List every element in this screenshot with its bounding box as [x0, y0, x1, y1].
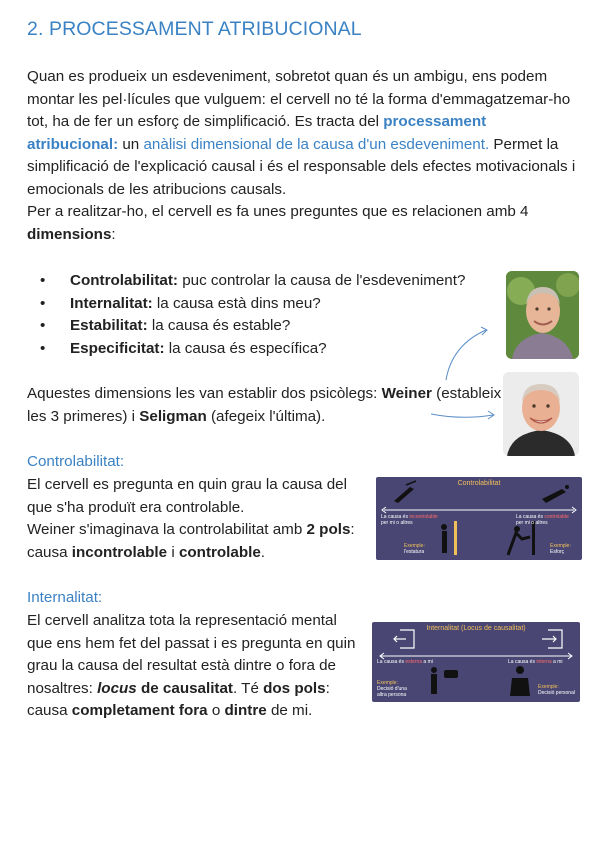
- dimensions-list: [40, 270, 465, 360]
- controlabilitat-diagram: Controlabilitat La causa és incontrolable per mi o altres La causa és controlable per mi o altres Exemple: l'estatura Exemple: Esforç: [376, 477, 582, 560]
- weiner-photo: [506, 271, 579, 359]
- authors-paragraph: Aquestes dimensions les van establir dos psicòlegs: Weiner (estableix les 3 primeres) i Seligman (afegeix l'última).: [27, 385, 502, 425]
- intro-paragraph: Quan es produeix un esdeveniment, sobretot quan és un ambigu, ens podem montar les pel·lícules que vulguem: el cervell no té la forma d'emmagatzemar-ho tot, ha de fer un esforç de simplificació. Es tracta del processament atribucional: un anàlisi dimensional de la causa d'un esdeveniment. Permet la simplificació de l'explicació causal i és el responsable dels efectes motivacionals i emocionals de les atribucions causals. Per a realitzar-ho, el cervell es fa unes preguntes que es relacionen amb 4 dimensions:: [27, 68, 576, 243]
- pointing-person-icon: [431, 667, 458, 694]
- page-title: 2. PROCESSAMENT ATRIBUCIONAL: [27, 18, 362, 40]
- list-item: • Internalitat: la causa està dins meu?: [40, 293, 465, 316]
- thinking-person-icon: [510, 666, 530, 696]
- author-seligman: Seligman: [139, 407, 207, 425]
- list-item: • Controlabilitat: puc controlar la causa de l'esdeveniment?: [40, 270, 465, 293]
- list-item: • Especificitat: la causa és específica?: [40, 338, 465, 361]
- enter-door-icon: [542, 630, 562, 648]
- term-processament-atribucional: processament atribucional:: [27, 113, 487, 153]
- seligman-photo: [503, 372, 579, 456]
- internalitat-diagram: Internalitat (Locus de causalitat) La causa és externa a mi La causa és interna a mi Exemple: Decisió d'una altra persona Exemple: Decisió personal: [372, 622, 580, 702]
- controlabilitat-text: El cervell es pregunta en quin grau la causa del que s'ha produït era controlable. Weiner s'imaginava la controlabilitat amb 2 pols: causa incontrolable i controlable.: [27, 476, 355, 561]
- diagram-title: Controlabilitat: [457, 480, 501, 487]
- term-dimensions: dimensions: [27, 225, 112, 243]
- list-item: • Estabilitat: la causa és estable?: [40, 315, 465, 338]
- internalitat-heading: Internalitat:: [27, 589, 103, 606]
- height-measure-icon: [441, 521, 457, 555]
- falling-person-icon: [394, 481, 416, 503]
- exit-door-icon: [394, 630, 414, 648]
- internalitat-text: El cervell analitza tota la representació mental que ens hem fet del passat i es pregunta en quin grau la causa del resultat està dintre o fora de nosaltres: locus de causalitat. Té dos pols: causa completament fora o dintre de mi.: [27, 612, 356, 719]
- pushing-person-icon: [508, 521, 535, 555]
- author-weiner: Weiner: [381, 385, 432, 402]
- definition-highlight: anàlisi dimensional de la causa d'un esdeveniment.: [143, 135, 490, 153]
- flying-person-icon: [542, 485, 569, 503]
- controlabilitat-heading: Controlabilitat:: [27, 453, 125, 470]
- diagram-title: Internalitat (Locus de causalitat): [426, 625, 526, 632]
